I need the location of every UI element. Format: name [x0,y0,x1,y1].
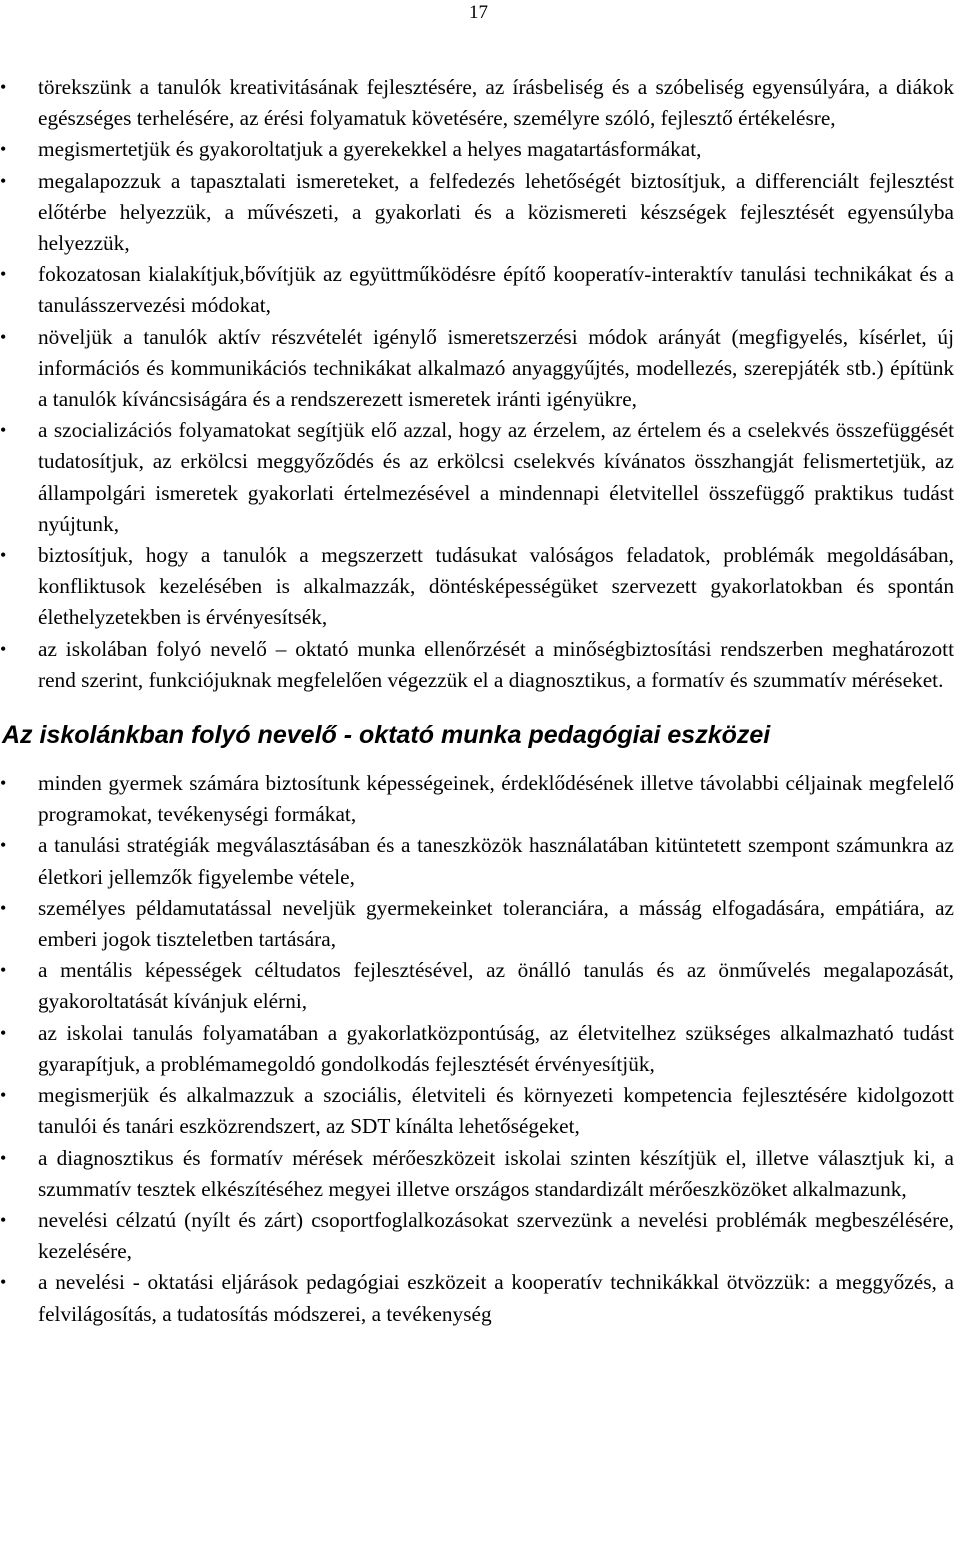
list-item-text: az iskolában folyó nevelő – oktató munka ellenőrzését a minőségbiztosítási rendszerben meghatározott rend szerint, funkciójuknak megfelelően végezzük el a diagnosztikus, a formatív és szummatív méréseket. [38,636,954,692]
list-item-text: a tanulási stratégiák megválasztásában és a taneszközök használatában kitüntetett szempont számunkra az életkori jellemzők figyelembe vétele, [38,833,954,889]
list-item-text: fokozatosan kialakítjuk,bővítjük az együttműködésre építő kooperatív-interaktív tanulási technikákat és a tanulásszervezési módokat, [38,262,954,318]
bullet-icon: • [0,835,7,856]
list-item-text: a diagnosztikus és formatív mérések mérőeszközeit iskolai szinten készítjük el, illetve választjuk ki, a szummatív tesztek elkészítéséhez megyei illetve országos standardizált mérőeszközöket alkalmazunk, [38,1145,954,1201]
bullet-icon: • [0,897,7,918]
list-item [0,72,960,134]
list-item-text: a mentális képességek céltudatos fejlesztésével, az önálló tanulás és az önművelés megalapozását, gyakoroltatását kívánjuk elérni, [38,958,954,1014]
bullet-icon: • [0,1209,7,1230]
list-item [0,893,960,955]
list-item [0,540,960,634]
list-item-text: biztosítjuk, hogy a tanulók a megszerzett tudásukat valóságos feladatok, problémák megoldásában, konfliktusok kezelésében is alkalmazzák, döntésképességüket szervezett gyakorlatokban és spontán élethelyzetekben is érvényesítsék, [38,543,954,630]
document-body [0,72,960,1330]
list-item-text: a szocializációs folyamatokat segítjük elő azzal, hogy az érzelem, az értelem és a cselekvés összefüggését tudatosítjuk, az erkölcsi meggyőződés és az erkölcsi cselekvés kívánatos összhangját felismertetjük, az állampolgári ismeretek gyakorlati értelmezésével a mindennapi életvitellel összefüggő praktikus tudást nyújtunk, [38,418,954,536]
section-heading: Az iskolánkban folyó nevelő - oktató munka pedagógiai eszközei [2,721,771,750]
bullet-icon: • [0,1022,7,1043]
list-item [0,1080,960,1142]
list-item-text: megismerjük és alkalmazzuk a szociális, életviteli és környezeti kompetencia fejlesztésére kidolgozott tanulói és tanári eszközrendszert, az SDT kínálta lehetőségeket, [38,1083,954,1139]
bullet-icon: • [0,420,7,441]
goals-list [0,72,960,696]
list-item-text: megismertetjük és gyakoroltatjuk a gyerekekkel a helyes magatartásformákat, [38,137,702,162]
list-item-text: minden gyermek számára biztosítunk képességeinek, érdeklődésének illetve távolabbi céljainak megfelelő programokat, tevékenységi formákat, [38,771,954,827]
bullet-icon: • [0,1147,7,1168]
list-item-text: személyes példamutatással neveljük gyermekeinket toleranciára, a másság elfogadására, empátiára, az emberi jogok tiszteletben tartására, [38,895,954,952]
bullet-icon: • [0,1272,7,1293]
list-item-text: nevelési célzatú (nyílt és zárt) csoportfoglalkozásokat szervezünk a nevelési problémák megbeszélésére, kezelésére, [38,1207,954,1264]
bullet-icon: • [0,264,7,285]
list-item [0,259,960,321]
list-item [0,1267,960,1329]
bullet-icon: • [0,1085,7,1106]
list-item-text: az iskolai tanulás folyamatában a gyakorlatközpontúság, az életvitelhez szükséges alkalmazható tudást gyarapítjuk, a problémamegoldó gondolkodás fejlesztését érvényesítjük, [38,1020,954,1076]
bullet-icon: • [0,77,7,97]
bullet-icon: • [0,326,7,347]
list-item-text: törekszünk a tanulók kreativitásának fejlesztésére, az írásbeliség és a szóbeliség egyensúlyára, a diákok egészséges terhelésére, az érési folyamatuk követésére, személyre szóló, fejlesztő értékelésre, [38,75,954,131]
list-item [0,1205,960,1267]
bullet-icon: • [0,170,7,191]
list-item [0,634,960,696]
bullet-icon: • [0,638,7,659]
list-item-text: a nevelési - oktatási eljárások pedagógiai eszközeit a kooperatív technikákkal ötvözzük: a meggyőzés, a felvilágosítás, a tudatosítás módszerei, a tevékenység [38,1270,954,1326]
pedagogical-tools-list [0,768,960,1330]
list-item [0,1143,960,1205]
list-item-text: növeljük a tanulók aktív részvételét igénylő ismeretszerzési módok arányát (megfigyelés, kísérlet, új információs és kommunikációs technikákat alkalmazó anyaggyűjtés, modellezés, szerepjáték stb.) építünk a tanulók kíváncsiságára és a rendszerezett ismeretek iránti igényükre, [38,324,954,412]
list-item [0,415,960,540]
bullet-icon: • [0,773,7,794]
bullet-icon: • [0,545,7,566]
list-item [0,955,960,1017]
list-item [0,322,960,416]
list-item-text: megalapozzuk a tapasztalati ismereteket, a felfedezés lehetőségét biztosítjuk, a differenciált fejlesztést előtérbe helyezzük, a művészeti, a gyakorlati és a közismereti készségek fejlesztését egyensúlyba helyezzük, [38,168,954,256]
list-item [0,768,960,830]
bullet-icon: • [0,960,7,981]
list-item [0,830,960,892]
bullet-icon: • [0,139,7,160]
list-item [0,1018,960,1080]
page-number: 17 [469,2,488,23]
list-item [0,134,960,165]
list-item [0,166,960,260]
